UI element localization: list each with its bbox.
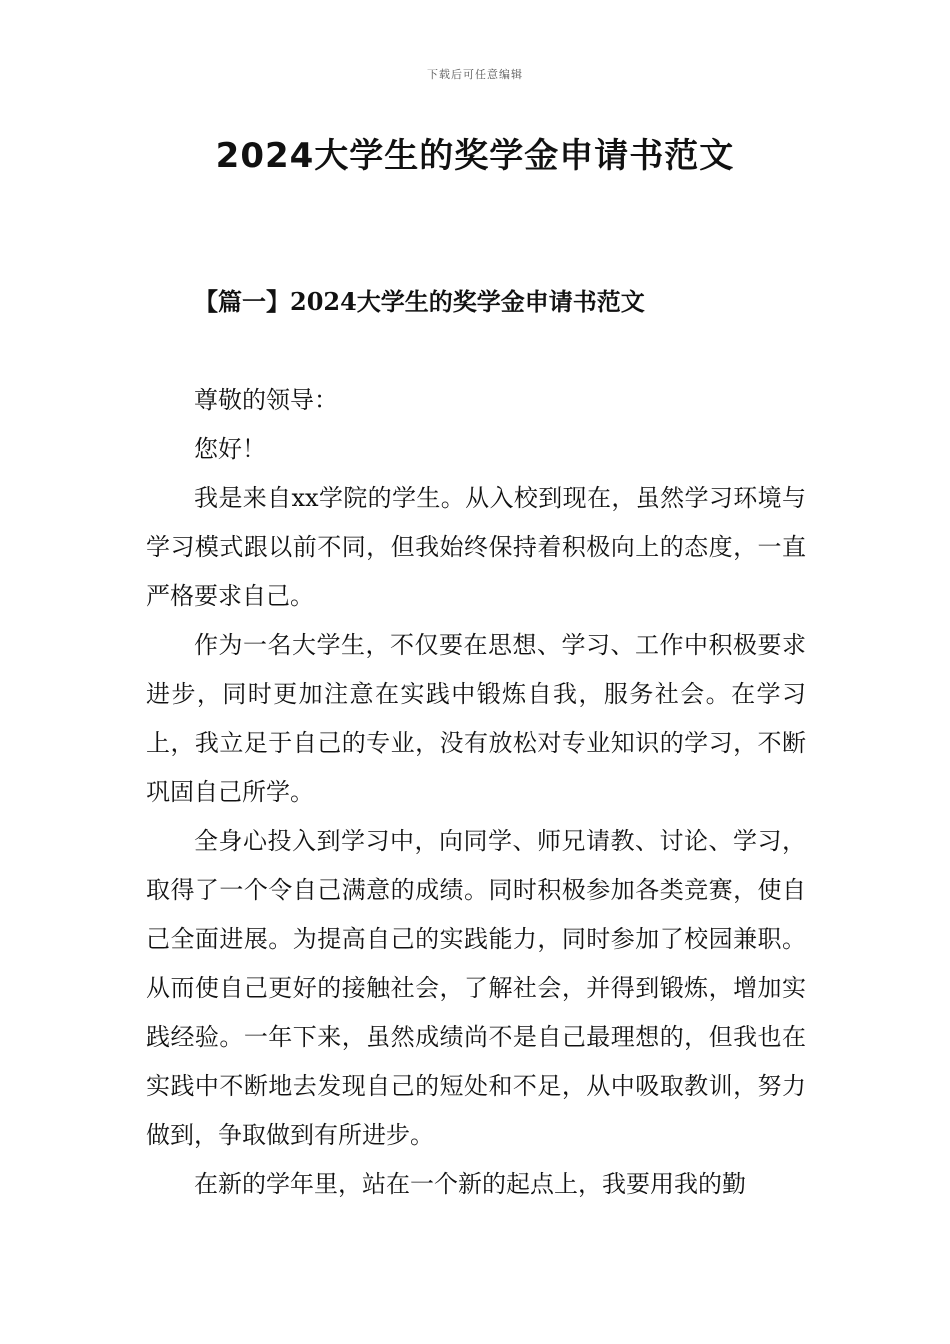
body-paragraph: 我是来自xx学院的学生。从入校到现在，虽然学习环境与学习模式跟以前不同，但我始终保持着积极向上的态度，一直严格要求自己。 bbox=[146, 484, 806, 610]
body-paragraph: 作为一名大学生，不仅要在思想、学习、工作中积极要求进步，同时更加注意在实践中锻炼自我，服务社会。在学习上，我立足于自己的专业，没有放松对专业知识的学习，不断巩固自己所学。 bbox=[146, 631, 806, 806]
body-paragraph: 在新的学年里，站在一个新的起点上，我要用我的勤 bbox=[194, 1170, 746, 1198]
salutation: 尊敬的领导： bbox=[194, 386, 338, 414]
section-heading: 【篇一】2024大学生的奖学金申请书范文 bbox=[194, 287, 645, 316]
header-note: 下载后可任意编辑 bbox=[427, 68, 523, 81]
document-title: 2024大学生的奖学金申请书范文 bbox=[215, 136, 735, 176]
document-body bbox=[146, 376, 806, 1209]
body-paragraph: 全身心投入到学习中，向同学、师兄请教、讨论、学习，取得了一个令自己满意的成绩。同时积极参加各类竞赛，使自己全面进展。为提高自己的实践能力，同时参加了校园兼职。从而使自己更好的接触社会，了解社会，并得到锻炼，增加实践经验。一年下来，虽然成绩尚不是自己最理想的，但我也在实践中不断地去发现自己的短处和不足，从中吸取教训，努力做到，争取做到有所进步。 bbox=[146, 827, 806, 1149]
greeting: 您好！ bbox=[194, 435, 266, 463]
